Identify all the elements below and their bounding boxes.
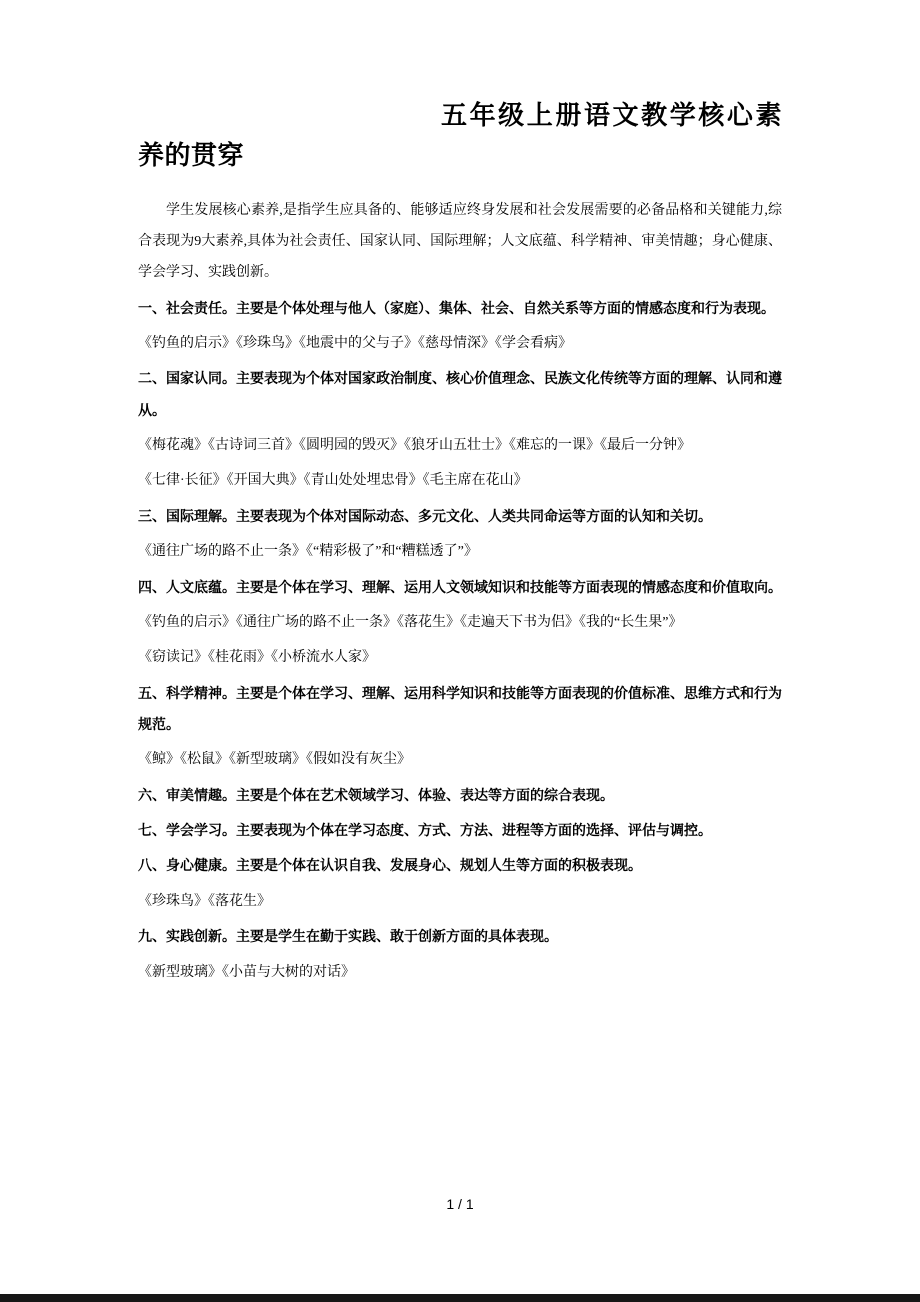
section-5 <box>138 678 782 776</box>
section-heading: 四、人文底蕴。主要是个体在学习、理解、运用人文领域知识和技能等方面表现的情感态度和价值取向。 <box>138 578 782 595</box>
section-2 <box>138 363 782 496</box>
section-8 <box>138 850 782 917</box>
section-heading: 一、社会责任。主要是个体处理与他人（家庭）、集体、社会、自然关系等方面的情感态度和行为表现。 <box>138 299 775 316</box>
document-title: 五年级上册语文教学核心素养的贯穿 <box>138 101 782 171</box>
page-number: 1 / 1 <box>446 1196 474 1212</box>
book-list-line: 《钓鱼的启示》《珍珠鸟》《地震中的父与子》《慈母情深》《学会看病》 <box>138 336 572 352</box>
book-list-line: 《通往广场的路不止一条》《“精彩极了”和“糟糕透了”》 <box>138 544 478 560</box>
section-heading: 二、国家认同。主要表现为个体对国家政治制度、核心价值理念、民族文化传统等方面的理解、认同和遵从。 <box>138 370 782 418</box>
section-6 <box>138 780 782 811</box>
section-heading: 五、科学精神。主要是个体在学习、理解、运用科学知识和技能等方面表现的价值标准、思维方式和行为规范。 <box>138 684 782 732</box>
book-list-line: 《钓鱼的启示》《通往广场的路不止一条》《落花生》《走遍天下书为侣》《我的“长生果”》 <box>138 614 683 630</box>
book-list-line: 《七律·长征》《开国大典》《青山处处埋忠骨》《毛主席在花山》 <box>138 473 528 489</box>
section-heading: 七、学会学习。主要表现为个体在学习态度、方式、方法、进程等方面的选择、评估与调控。 <box>138 822 712 839</box>
section-1 <box>138 293 782 360</box>
section-4 <box>138 572 782 674</box>
book-list-line: 《新型玻璃》《小苗与大树的对话》 <box>138 964 355 980</box>
intro-paragraph: 学生发展核心素养,是指学生应具备的、能够适应终身发展和社会发展需要的必备品格和关键能力,综合表现为9大素养,具体为社会责任、国家认同、国际理解；人文底蕴、科学精神、审美情趣；身心健康、学会学习、实践创新。 <box>138 202 782 281</box>
book-list-line: 《珍珠鸟》《落花生》 <box>138 893 271 909</box>
book-list-line: 《梅花魂》《古诗词三首》《圆明园的毁灭》《狼牙山五壮士》《难忘的一课》《最后一分钟》 <box>138 438 691 454</box>
section-heading: 六、审美情趣。主要是个体在艺术领域学习、体验、表达等方面的综合表现。 <box>138 786 614 803</box>
sections-container <box>138 293 782 988</box>
section-9 <box>138 921 782 988</box>
book-list-line: 《窃读记》《桂花雨》《小桥流水人家》 <box>138 650 376 666</box>
section-heading: 三、国际理解。主要表现为个体对国际动态、多元文化、人类共同命运等方面的认知和关切。 <box>138 507 712 524</box>
section-heading: 八、身心健康。主要是个体在认识自我、发展身心、规划人生等方面的积极表现。 <box>138 857 642 874</box>
book-list-line: 《鲸》《松鼠》《新型玻璃》《假如没有灰尘》 <box>138 752 411 768</box>
section-7 <box>138 815 782 846</box>
section-heading: 九、实践创新。主要是学生在勤于实践、敢于创新方面的具体表现。 <box>138 928 558 945</box>
bottom-bar <box>0 1294 920 1302</box>
section-3 <box>138 501 782 568</box>
